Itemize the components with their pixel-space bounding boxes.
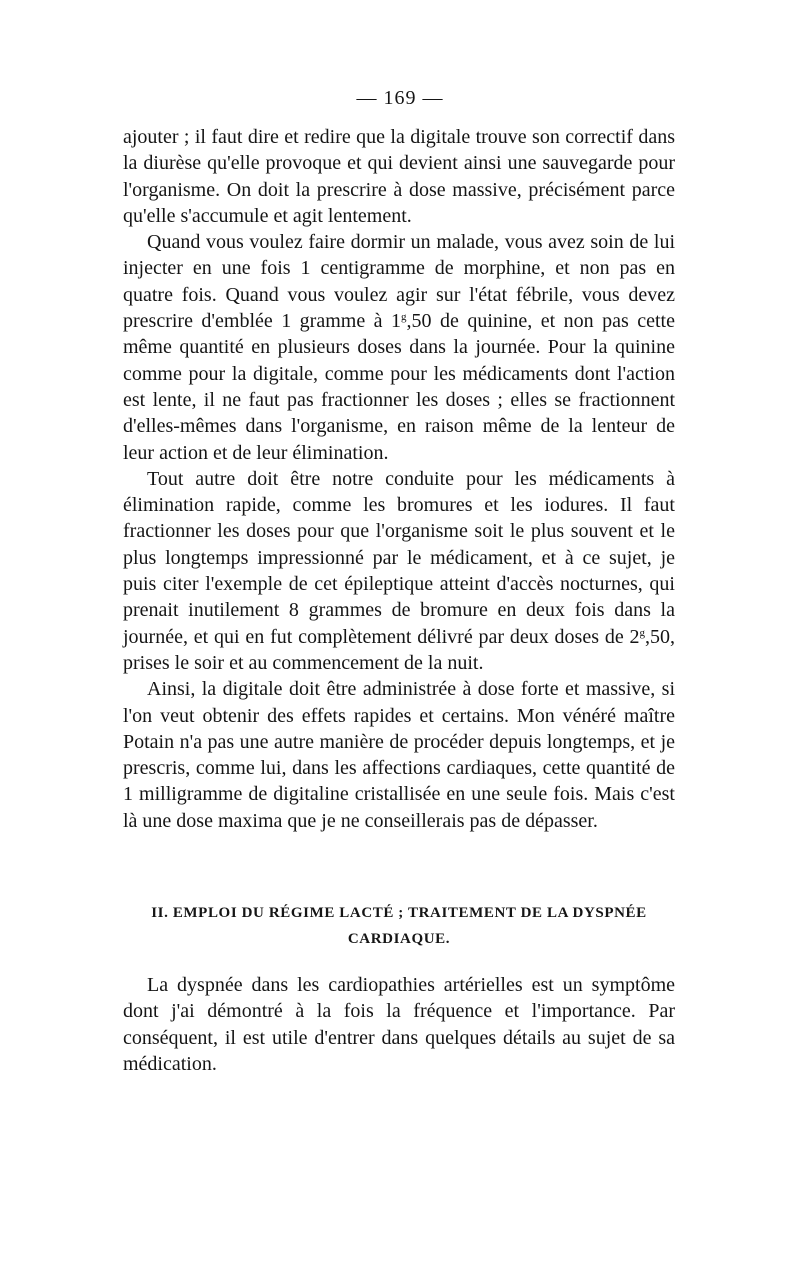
paragraph-3: Tout autre doit être notre conduite pour les médicaments à élimination rapide, comme les bromures et les iodures. Il faut fractionner les doses pour que l'organisme soit le plus souvent et le plus longtemps impressionné par le médicament, et à ce sujet, je puis citer l'exemple de cet épileptique atteint d'accès nocturnes, qui prenait inutilement 8 grammes de bromure en deux fois dans la journée, et qui en fut complètement délivré par deux doses de 2$^g$,50, prises le soir et au commencement de la nuit. [123,467,675,674]
body-text-bottom [123,972,675,1077]
body-text-top [123,124,675,834]
section-heading [123,900,675,952]
section-heading-line-1: II. EMPLOI DU RÉGIME LACTÉ ; TRAITEMENT DE LA DYSPNÉE [151,905,647,921]
page-number: — 169 — [356,87,444,109]
paragraph-2: Quand vous voulez faire dormir un malade, vous avez soin de lui injecter en une fois 1 centigramme de morphine, et non pas en quatre fois. Quand vous voulez agir sur l'état fébrile, vous devez prescrire d'emblée 1 gramme à 1$^g$,50 de quinine, et non pas cette même quantité en plusieurs doses dans la journée. Pour la quinine comme pour la digitale, comme pour les médicaments dont l'action est lente, il ne faut pas fractionner les doses ; elles se fractionnent d'elles-mêmes dans l'organisme, en raison même de la lenteur de leur action et de leur élimination. [123,231,675,464]
paragraph-5: La dyspnée dans les cardiopathies artérielles est un symptôme dont j'ai démontré à la fois la fréquence et l'importance. Par conséquent, il est utile d'entrer dans quelques détails au sujet de sa médication. [123,974,675,1075]
paragraph-4: Ainsi, la digitale doit être administrée à dose forte et massive, si l'on veut obtenir des effets rapides et certains. Mon vénéré maître Potain n'a pas une autre manière de procéder depuis longtemps, et je prescris, comme lui, dans les affections cardiaques, cette quantité de 1 milligramme de digitaline cristallisée en une seule fois. Mais c'est là une dose maxima que je ne conseillerais pas de dépasser. [123,678,675,832]
section-heading-line-2: CARDIAQUE. [347,931,451,947]
paragraph-1: ajouter ; il faut dire et redire que la digitale trouve son correctif dans la diurèse qu'elle provoque et qui devient ainsi une sauvegarde pour l'organisme. On doit la prescrire à dose massive, précisément parce qu'elle s'accumule et agit lentement. [123,126,675,227]
